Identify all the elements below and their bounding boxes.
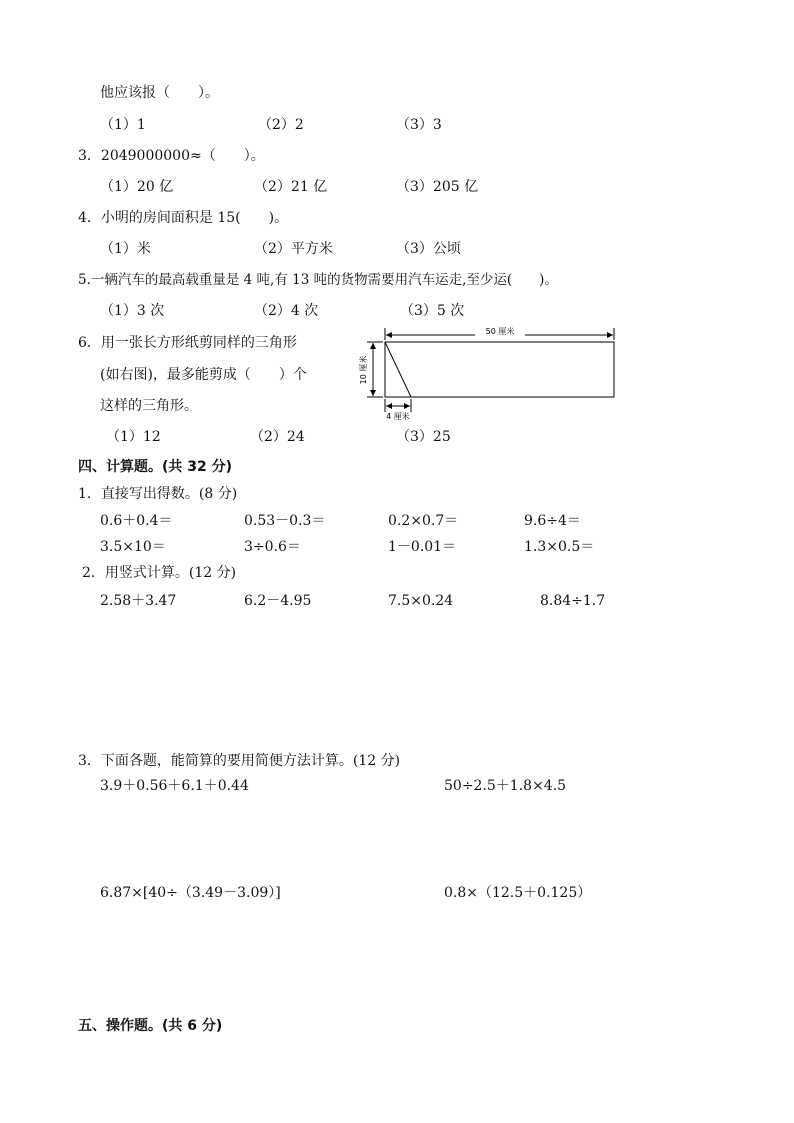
- q5-option-3: （3）5 次: [400, 303, 465, 319]
- q4-stem: 4．小明的房间面积是 15( )。: [78, 210, 289, 226]
- section4-title: 四、计算题。(共 32 分): [78, 459, 233, 475]
- simplify-2: 50÷2.5＋1.8×4.5: [444, 778, 567, 794]
- q3-option-3: （3）205 亿: [396, 179, 479, 195]
- q3-option-1: （1）20 亿: [100, 179, 174, 195]
- calc-2-2: 3÷0.6＝: [244, 539, 301, 555]
- q4-option-2: （2）平方米: [254, 241, 333, 257]
- triangle-edge: [385, 342, 411, 397]
- figure-bottom-label: 4 厘米: [386, 412, 410, 421]
- q6-option-1: （1）12: [106, 429, 161, 445]
- q2-stem: 他应该报（ ）。: [100, 85, 219, 101]
- section4-p3-title: 3．下面各题，能简算的要用简便方法计算。(12 分): [78, 753, 401, 769]
- paper-rectangle: [385, 342, 614, 397]
- calc-1-2: 0.53－0.3＝: [244, 513, 326, 529]
- vertical-calc-4: 8.84÷1.7: [540, 593, 606, 609]
- q6-line-3: 这样的三角形。: [100, 398, 198, 414]
- calc-2-1: 3.5×10＝: [100, 539, 166, 555]
- calc-1-1: 0.6＋0.4＝: [100, 513, 173, 529]
- q4-option-3: （3）公顷: [396, 241, 461, 257]
- q3-stem: 3．2049000000≈（ ）。: [78, 148, 265, 164]
- section5-title: 五、操作题。(共 6 分): [78, 1018, 223, 1034]
- section4-p1-title: 1．直接写出得数。(8 分): [78, 486, 238, 502]
- rectangle-triangle-figure: [355, 322, 620, 426]
- q6-line-2: (如右图)，最多能剪成（ ）个: [100, 367, 307, 383]
- q4-option-1: （1）米: [100, 241, 151, 257]
- q2-option-3: （3）3: [396, 117, 442, 133]
- calc-2-4: 1.3×0.5＝: [524, 539, 595, 555]
- vertical-calc-2: 6.2－4.95: [244, 593, 312, 609]
- q2-option-2: （2）2: [258, 117, 304, 133]
- figure-side-label: 10 厘米: [359, 355, 368, 385]
- q6-line-1: 6．用一张长方形纸剪同样的三角形: [78, 335, 297, 351]
- calc-2-3: 1－0.01＝: [388, 539, 457, 555]
- vertical-calc-3: 7.5×0.24: [388, 593, 454, 609]
- figure-top-label: 50 厘米: [485, 327, 515, 336]
- calc-1-4: 9.6÷4＝: [524, 513, 581, 529]
- section4-p2-title: 2．用竖式计算。(12 分): [82, 565, 237, 581]
- q6-option-3: （3）25: [396, 429, 451, 445]
- simplify-4: 0.8×（12.5＋0.125）: [444, 885, 592, 901]
- simplify-3: 6.87×[40÷（3.49－3.09）]: [100, 885, 281, 901]
- q5-option-1: （1）3 次: [100, 303, 165, 319]
- q3-option-2: （2）21 亿: [254, 179, 328, 195]
- simplify-1: 3.9＋0.56＋6.1＋0.44: [100, 778, 249, 794]
- q2-option-1: （1）1: [100, 117, 146, 133]
- vertical-calc-1: 2.58＋3.47: [100, 593, 177, 609]
- q5-stem: 5.一辆汽车的最高载重量是 4 吨,有 13 吨的货物需要用汽车运走,至少运( )。: [78, 272, 558, 288]
- q6-option-2: （2）24: [250, 429, 305, 445]
- calc-1-3: 0.2×0.7＝: [388, 513, 459, 529]
- q5-option-2: （2）4 次: [254, 303, 319, 319]
